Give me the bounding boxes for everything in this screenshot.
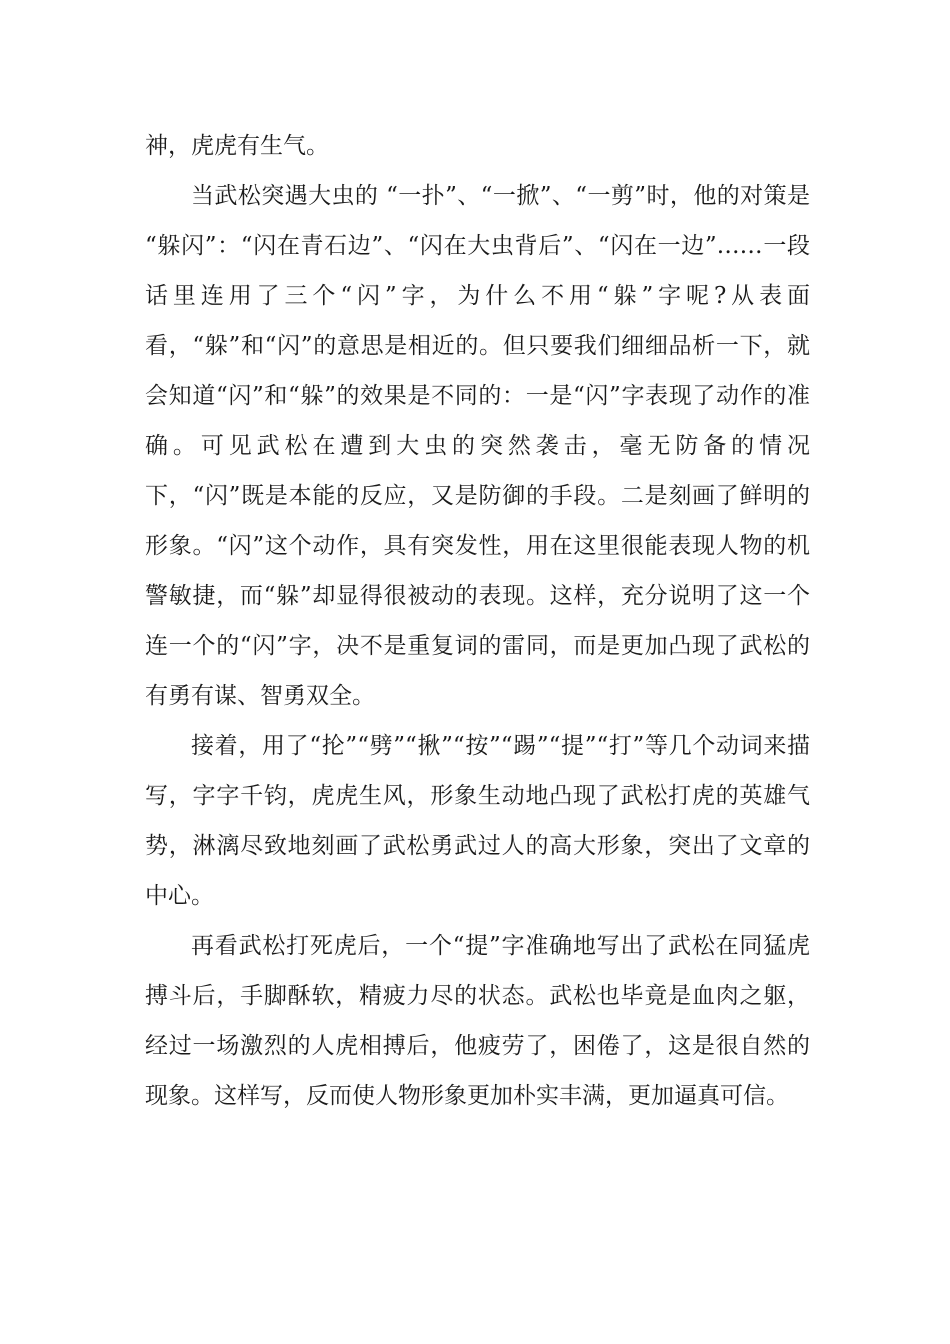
paragraph-aftermath-analysis: 再看武松打死虎后，一个“提”字准确地写出了武松在同猛虎搏斗后，手脚酥软，精疲力尽的状态。武松也毕竟是血肉之躯，经过一场激烈的人虎相搏后，他疲劳了，困倦了，这是很自然的现象。这样写，反而使人物形象更加朴实丰满，更加逼真可信。 <box>145 933 810 1109</box>
paragraph-continued: 神，虎虎有生气。 <box>145 133 329 159</box>
paragraph-dodge-analysis: 当武松突遇大虫的 “一扑”、“一掀”、“一剪”时，他的对策是 “躲闪”：“闪在青石边”、“闪在大虫背后”、“闪在一边”……一段话里连用了三个“闪”字，为什么不用“躲”字呢?从表面看，“躲”和“闪”的意思是相近的。但只要我们细细品析一下，就会知道“闪”和“躲”的效果是不同的：一是“闪”字表现了动作的准确。可见武松在遭到大虫的突然袭击，毫无防备的情况下，“闪”既是本能的反应，又是防御的手段。二是刻画了鲜明的形象。“闪”这个动作，具有突发性，用在这里很能表现人物的机警敏捷，而“躲”却显得很被动的表现。这样，充分说明了这一个连一个的“闪”字，决不是重复词的雷同，而是更加凸现了武松的有勇有谋、智勇双全。 <box>145 183 810 709</box>
paragraph-verbs-analysis: 接着，用了“抡”“劈”“揪”“按”“踢”“提”“打”等几个动词来描写，字字千钧，虎虎生风，形象生动地凸现了武松打虎的英雄气势，淋漓尽致地刻画了武松勇武过人的高大形象，突出了文章的中心。 <box>145 733 810 909</box>
document-body <box>145 121 810 1121</box>
